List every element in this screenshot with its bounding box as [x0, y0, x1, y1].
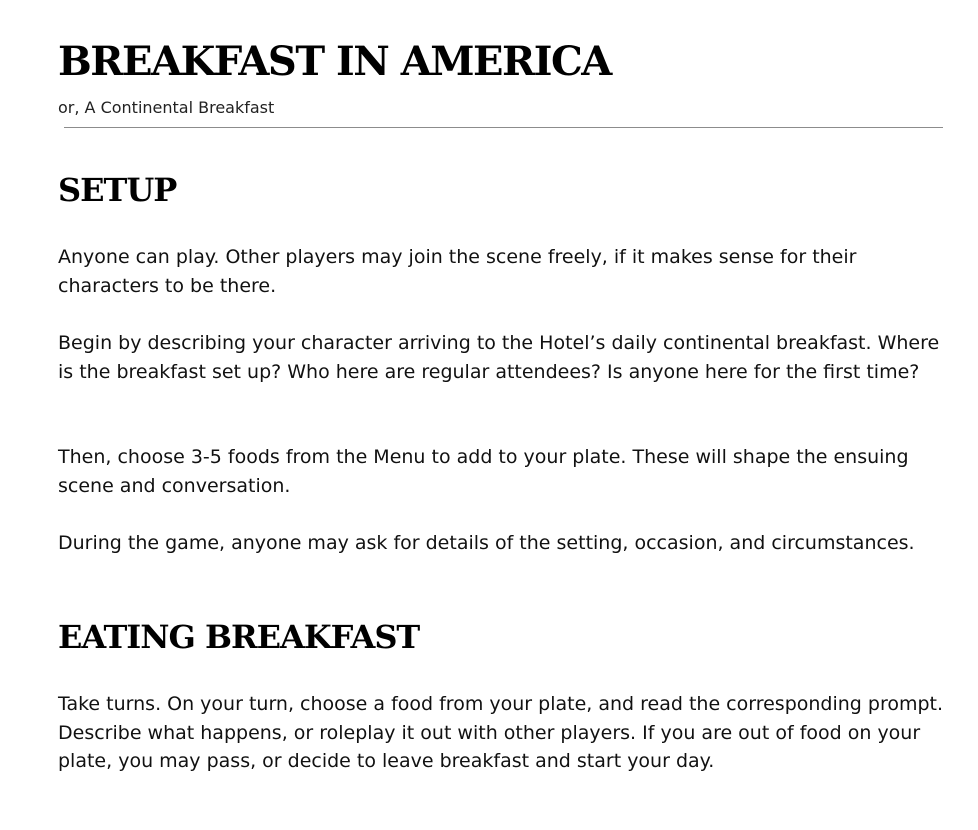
setup-paragraph-2: Begin by describing your character arriving to the Hotel’s daily continental breakfast. Where is the breakfast set up? Who here are regular attendees? Is anyone here for the first time? [58, 332, 940, 383]
document-subtitle: or, A Continental Breakfast [58, 98, 275, 117]
section-heading-eating-breakfast: EATING BREAKFAST [58, 618, 420, 656]
eating-breakfast-paragraph-1: Take turns. On your turn, choose a food from your plate, and read the corresponding prompt. Describe what happens, or roleplay it out with other players. If you are out of food on your plate, you may pass, or decide to leave breakfast and start your day. [58, 693, 944, 773]
document-title: BREAKFAST IN AMERICA [58, 38, 611, 85]
section-heading-setup: SETUP [58, 171, 177, 209]
setup-paragraph-3: Then, choose 3-5 foods from the Menu to add to your plate. These will shape the ensuing scene and conversation. [58, 446, 909, 497]
setup-paragraph-4: During the game, anyone may ask for details of the setting, occasion, and circumstances. [58, 532, 915, 554]
title-divider [64, 127, 943, 128]
setup-paragraph-1: Anyone can play. Other players may join the scene freely, if it makes sense for their characters to be there. [58, 246, 857, 297]
